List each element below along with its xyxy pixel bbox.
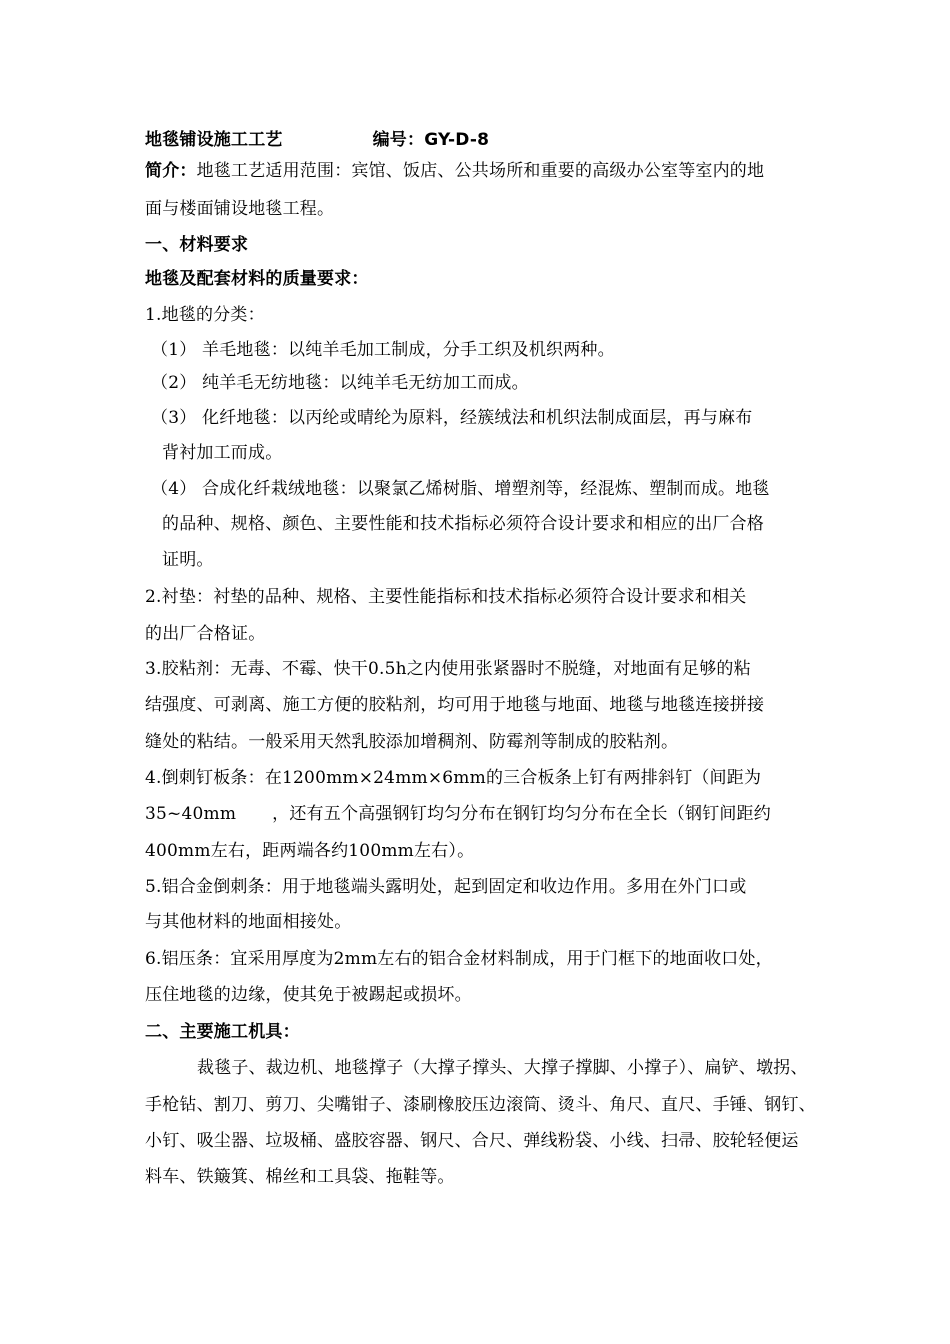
title-row xyxy=(145,130,489,150)
item1-heading: 1.地毯的分类： xyxy=(145,305,265,325)
tools-line-4: 料车、铁簸箕、棉丝和工具袋、拖鞋等。 xyxy=(145,1167,455,1187)
section1-subheading: 地毯及配套材料的质量要求： xyxy=(145,269,369,289)
intro-line xyxy=(145,161,764,181)
section1-heading: 一、材料要求 xyxy=(145,235,249,255)
tools-line-3: 小钉、吸尘器、垃圾桶、盛胶容器、钢尺、合尺、弹线粉袋、小线、扫帚、胶轮轻便运 xyxy=(145,1131,799,1151)
category-3-continued: 背衬加工而成。 xyxy=(162,443,283,463)
category-1: （1） 羊毛地毯：以纯羊毛加工制成，分手工织及机织两种。 xyxy=(151,340,615,360)
item6-line-1: 6.铝压条：宜采用厚度为2mm左右的铝合金材料制成，用于门框下的地面收口处， xyxy=(145,949,773,969)
item3-line-3: 缝处的粘结。一般采用天然乳胶添加增稠剂、防霉剂等制成的胶粘剂。 xyxy=(145,732,679,752)
category-4-continued: 的品种、规格、颜色、主要性能和技术指标必须符合设计要求和相应的出厂合格 xyxy=(162,514,764,534)
item4-line-1: 4.倒刺钉板条：在1200mm×24mm×6mm的三合板条上钉有两排斜钉（间距为 xyxy=(145,768,762,788)
item4-line-2-text: ，还有五个高强钢钉均匀分布在钢钉均匀分布在全长（钢钉间距约 xyxy=(272,804,771,824)
intro-line-2: 面与楼面铺设地毯工程。 xyxy=(145,199,335,219)
tools-line-1: 裁毯子、裁边机、地毯撑子（大撑子撑头、大撑子撑脚、小撑子）、扁铲、墩拐、 xyxy=(197,1058,808,1078)
item4-line-2 xyxy=(145,804,771,824)
item3-line-2: 结强度、可剥离、施工方便的胶粘剂，均可用于地毯与地面、地毯与地毯连接拼接 xyxy=(145,695,765,715)
tools-line-2: 手枪钻、割刀、剪刀、尖嘴钳子、漆刷橡胶压边滚筒、烫斗、角尺、直尺、手锤、钢钉、 xyxy=(145,1095,816,1115)
item5-line-2: 与其他材料的地面相接处。 xyxy=(145,912,352,932)
intro-label: 简介： xyxy=(145,161,197,181)
category-3: （3） 化纤地毯：以丙纶或晴纶为原料，经簇绒法和机织法制成面层，再与麻布 xyxy=(151,408,753,428)
item6-line-2: 压住地毯的边缘，使其免于被踢起或损坏。 xyxy=(145,985,472,1005)
category-4: （4） 合成化纤栽绒地毯：以聚氯乙烯树脂、增塑剂等，经混炼、塑制而成。地毯 xyxy=(151,479,770,499)
item2-line-2: 的出厂合格证。 xyxy=(145,624,266,644)
item5-line-1: 5.铝合金倒刺条：用于地毯端头露明处，起到固定和收边作用。多用在外门口或 xyxy=(145,877,747,897)
item4-line-3: 400mm左右，距两端各约100mm左右）。 xyxy=(145,841,475,861)
document-code: 编号：GY-D-8 xyxy=(372,130,490,150)
category-4-continued-2: 证明。 xyxy=(162,550,214,570)
intro-text: 地毯工艺适用范围：宾馆、饭店、公共场所和重要的高级办公室等室内的地 xyxy=(196,161,765,181)
document-title: 地毯铺设施工工艺 xyxy=(145,130,283,150)
item4-spacing-value: 35~40mm xyxy=(145,804,237,824)
item3-line-1: 3.胶粘剂：无毒、不霉、快干0.5h之内使用张紧器时不脱缝，对地面有足够的粘 xyxy=(145,659,751,679)
category-2: （2） 纯羊毛无纺地毯：以纯羊毛无纺加工而成。 xyxy=(151,373,529,393)
item2-line-1: 2.衬垫：衬垫的品种、规格、主要性能指标和技术指标必须符合设计要求和相关 xyxy=(145,587,747,607)
section2-heading: 二、主要施工机具： xyxy=(145,1022,300,1042)
